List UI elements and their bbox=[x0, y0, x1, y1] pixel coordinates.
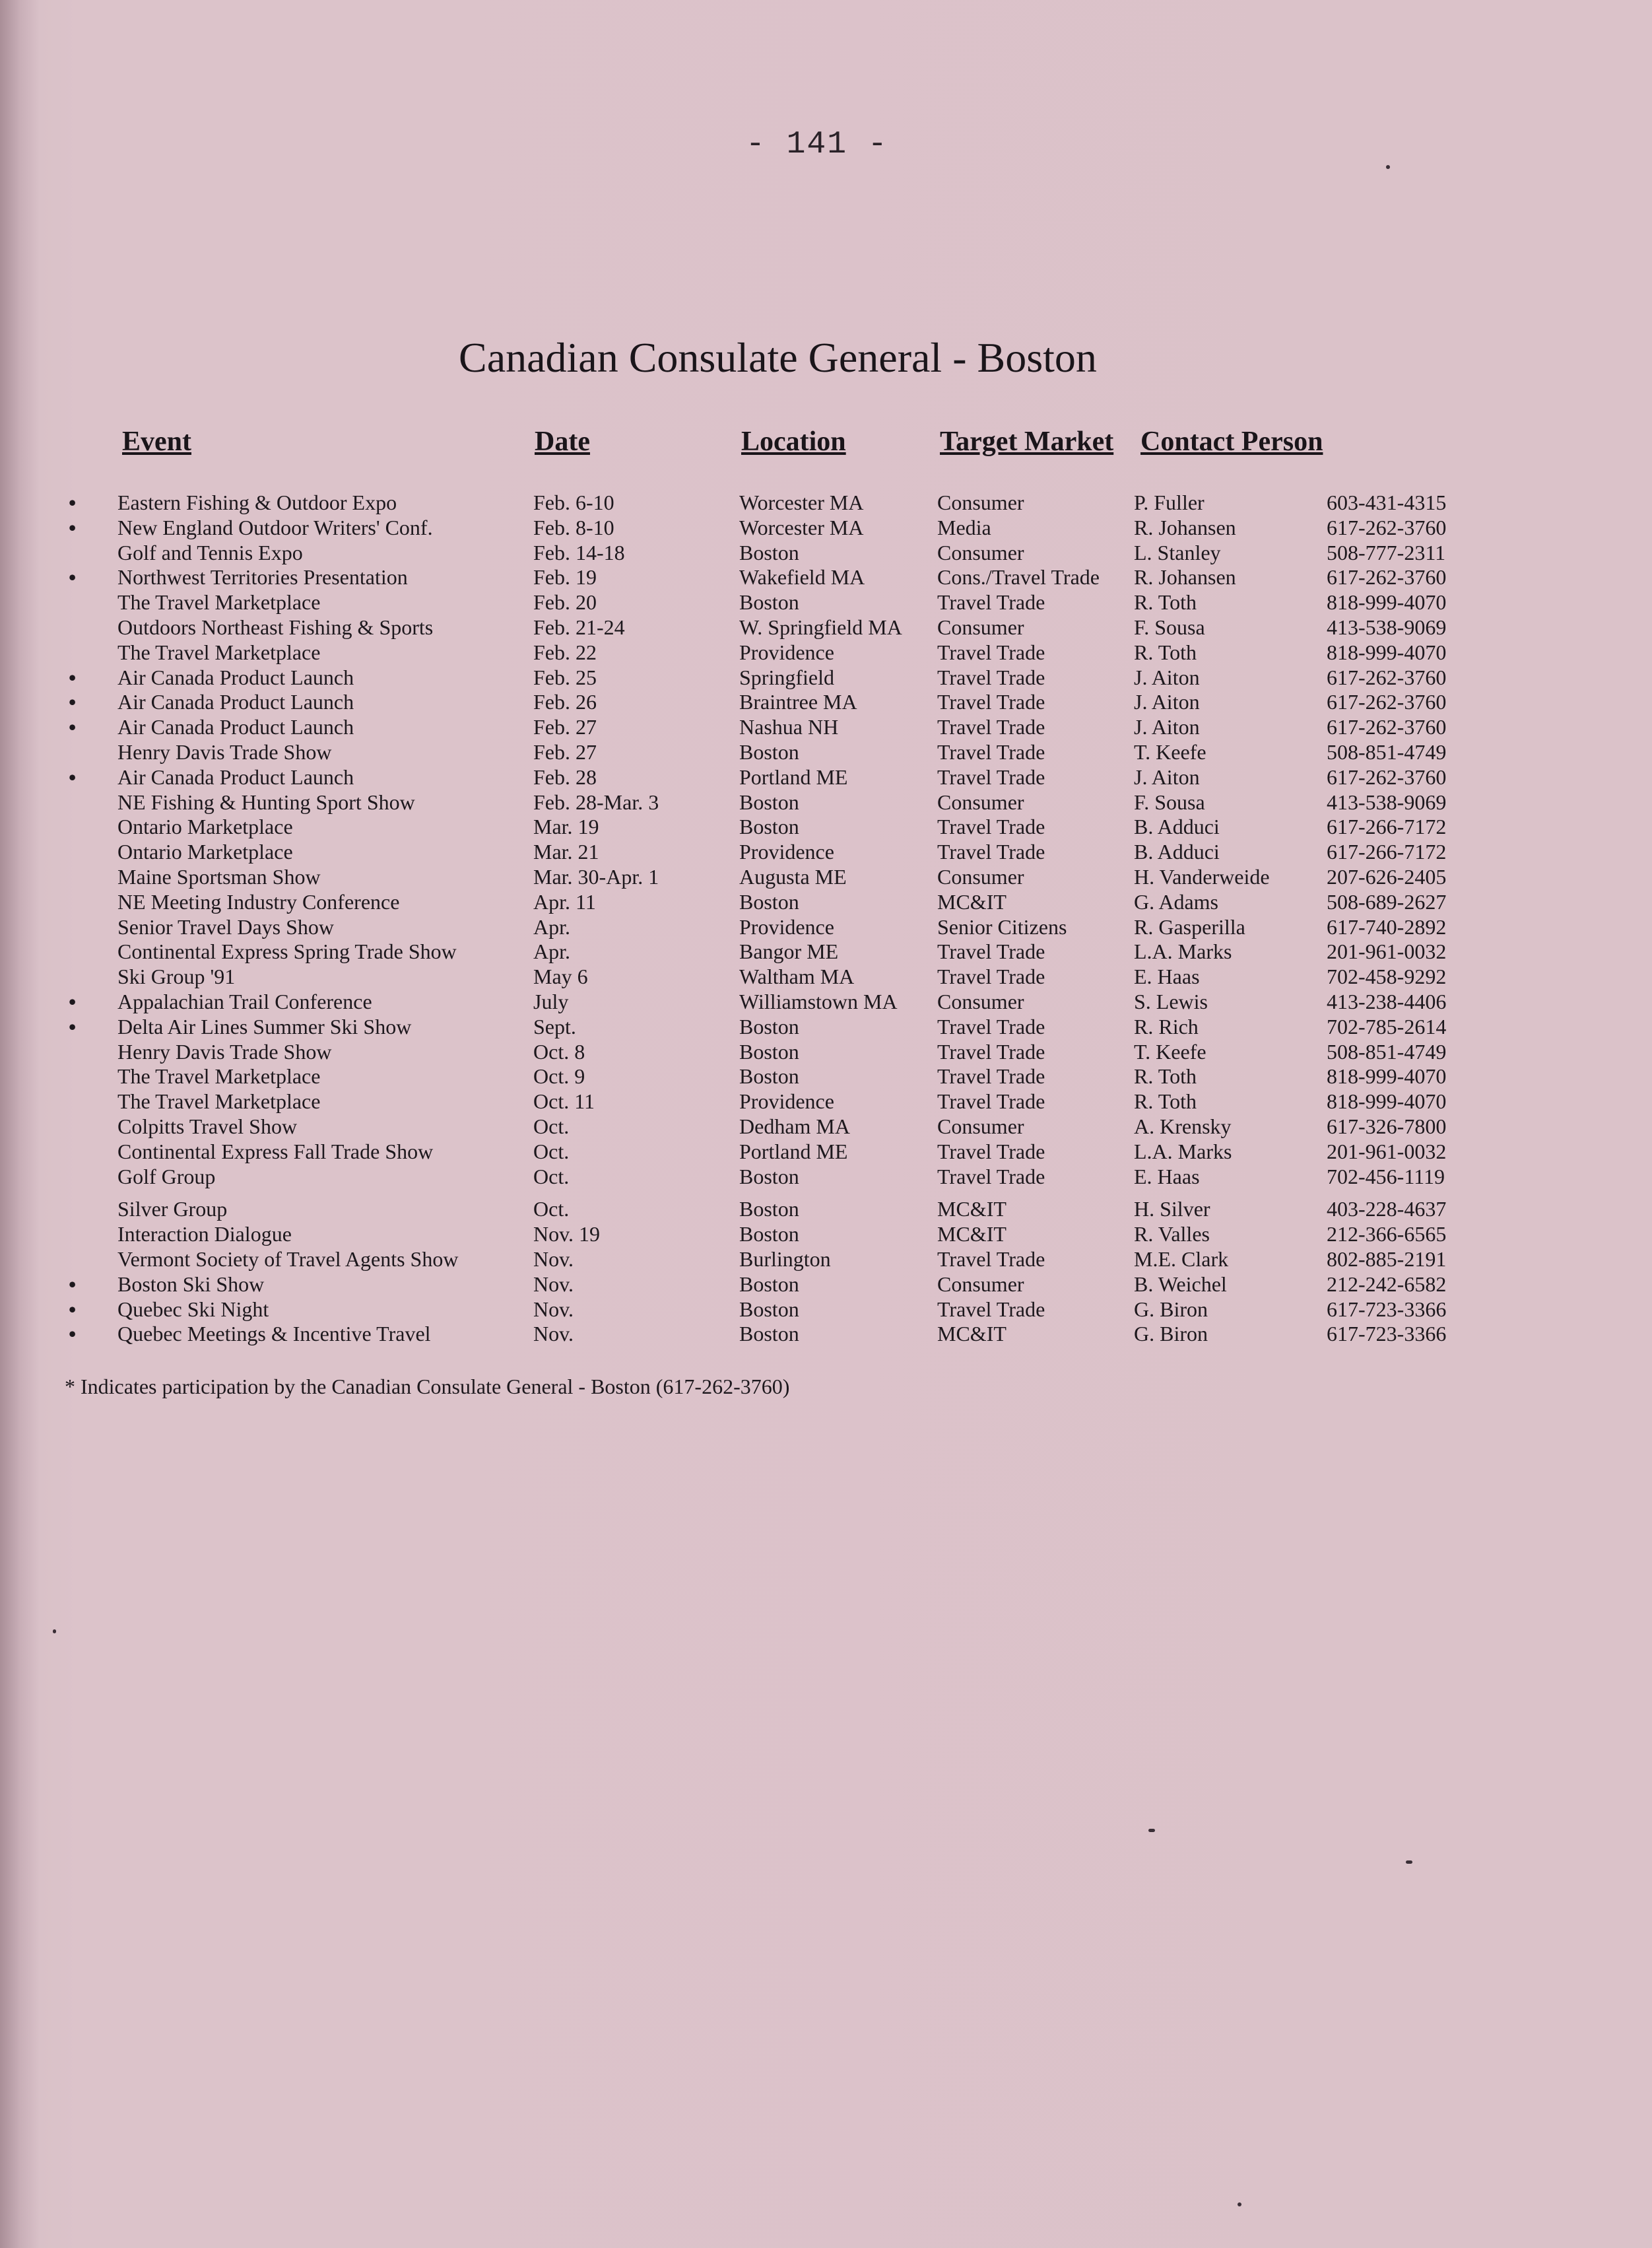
event-target-market: Travel Trade bbox=[937, 640, 1045, 664]
contact-person: L.A. Marks bbox=[1134, 1139, 1232, 1163]
contact-person: E. Haas bbox=[1134, 965, 1200, 989]
table-row bbox=[0, 1196, 1652, 1221]
scan-speck bbox=[1386, 165, 1390, 169]
contact-phone: 802-885-2191 bbox=[1327, 1247, 1447, 1271]
event-date: Nov. 19 bbox=[533, 1222, 601, 1246]
row-marker: • bbox=[69, 690, 77, 714]
table-row bbox=[0, 1039, 1652, 1064]
event-location: Boston bbox=[739, 1297, 799, 1321]
event-location: Boston bbox=[739, 790, 799, 814]
event-date: Feb. 21-24 bbox=[533, 615, 625, 639]
event-date: Oct. bbox=[533, 1164, 570, 1188]
row-marker: • bbox=[69, 665, 77, 689]
event-date: Feb. 27 bbox=[533, 740, 597, 764]
event-location: Williamstown MA bbox=[739, 990, 898, 1013]
table-row bbox=[0, 1014, 1652, 1039]
contact-phone: 617-266-7172 bbox=[1327, 815, 1447, 839]
event-target-market: Travel Trade bbox=[937, 965, 1045, 989]
event-target-market: Consumer bbox=[937, 790, 1024, 814]
table-row bbox=[0, 1246, 1652, 1272]
contact-phone: 617-262-3760 bbox=[1327, 665, 1447, 689]
contact-phone: 617-262-3760 bbox=[1327, 565, 1447, 590]
contact-person: J. Aiton bbox=[1134, 690, 1200, 714]
contact-phone: 617-266-7172 bbox=[1327, 840, 1447, 864]
event-location: Augusta ME bbox=[739, 865, 847, 889]
page-title: Canadian Consulate General - Boston bbox=[459, 334, 1097, 381]
contact-person: B. Weichel bbox=[1134, 1272, 1227, 1296]
event-name: NE Fishing & Hunting Sport Show bbox=[117, 790, 415, 814]
column-header-contact-person: Contact Person bbox=[1140, 426, 1323, 457]
event-date: May 6 bbox=[533, 965, 588, 989]
event-name: Air Canada Product Launch bbox=[117, 715, 354, 739]
contact-phone: 702-785-2614 bbox=[1327, 1014, 1447, 1039]
page-number: - 141 - bbox=[746, 127, 888, 162]
table-row bbox=[0, 1064, 1652, 1089]
event-location: Burlington bbox=[739, 1247, 831, 1271]
event-name: Vermont Society of Travel Agents Show bbox=[117, 1247, 459, 1271]
event-target-market: Travel Trade bbox=[937, 815, 1045, 839]
event-name: Air Canada Product Launch bbox=[117, 690, 354, 714]
event-name: Silver Group bbox=[117, 1197, 228, 1221]
event-name: Eastern Fishing & Outdoor Expo bbox=[117, 491, 397, 514]
event-target-market: Travel Trade bbox=[937, 690, 1045, 714]
event-location: Providence bbox=[739, 914, 834, 939]
event-location: Bangor ME bbox=[739, 939, 839, 964]
contact-person: R. Rich bbox=[1134, 1014, 1199, 1039]
event-name: Delta Air Lines Summer Ski Show bbox=[117, 1014, 412, 1039]
event-date: Apr. bbox=[533, 939, 570, 964]
event-name: Quebec Meetings & Incentive Travel bbox=[117, 1322, 431, 1346]
contact-phone: 508-689-2627 bbox=[1327, 889, 1447, 914]
table-row bbox=[0, 540, 1652, 565]
event-location: Boston bbox=[739, 740, 799, 764]
event-date: Oct. bbox=[533, 1139, 570, 1163]
event-target-market: Consumer bbox=[937, 865, 1024, 889]
event-target-market: Travel Trade bbox=[937, 840, 1045, 864]
row-marker: • bbox=[69, 491, 77, 514]
table-row bbox=[0, 864, 1652, 889]
contact-person: S. Lewis bbox=[1134, 990, 1208, 1013]
contact-person: B. Adduci bbox=[1134, 840, 1220, 864]
column-header-event: Event bbox=[122, 426, 191, 457]
event-date: Feb. 28 bbox=[533, 765, 597, 789]
row-marker: • bbox=[69, 1322, 77, 1346]
contact-phone: 508-851-4749 bbox=[1327, 1039, 1447, 1064]
event-name: Ontario Marketplace bbox=[117, 815, 293, 839]
event-target-market: Consumer bbox=[937, 1272, 1024, 1296]
event-date: Mar. 30-Apr. 1 bbox=[533, 865, 659, 889]
table-row bbox=[0, 714, 1652, 739]
event-date: Oct. bbox=[533, 1197, 570, 1221]
table-row bbox=[0, 1089, 1652, 1114]
contact-phone: 403-228-4637 bbox=[1327, 1197, 1447, 1221]
event-name: Northwest Territories Presentation bbox=[117, 565, 408, 590]
event-target-market: Travel Trade bbox=[937, 665, 1045, 689]
event-location: Springfield bbox=[739, 665, 834, 689]
row-marker: • bbox=[69, 1014, 77, 1039]
event-date: Feb. 8-10 bbox=[533, 515, 614, 539]
event-date: Sept. bbox=[533, 1014, 576, 1039]
table-row bbox=[0, 564, 1652, 590]
table-row bbox=[0, 490, 1652, 515]
event-location: Portland ME bbox=[739, 765, 848, 789]
event-location: Boston bbox=[739, 1322, 799, 1346]
table-row bbox=[0, 1114, 1652, 1139]
contact-person: L. Stanley bbox=[1134, 540, 1221, 564]
contact-phone: 201-961-0032 bbox=[1327, 1139, 1447, 1163]
event-location: Boston bbox=[739, 1272, 799, 1296]
contact-phone: 201-961-0032 bbox=[1327, 939, 1447, 964]
contact-phone: 413-538-9069 bbox=[1327, 615, 1447, 639]
event-location: Worcester MA bbox=[739, 491, 864, 514]
row-marker: • bbox=[69, 565, 77, 590]
event-location: Boston bbox=[739, 1222, 799, 1246]
event-name: Senior Travel Days Show bbox=[117, 914, 335, 939]
contact-phone: 818-999-4070 bbox=[1327, 640, 1447, 664]
event-target-market: Travel Trade bbox=[937, 1089, 1045, 1114]
event-name: Outdoors Northeast Fishing & Sports bbox=[117, 615, 434, 639]
event-date: Feb. 20 bbox=[533, 590, 597, 615]
event-target-market: MC&IT bbox=[937, 1322, 1007, 1346]
event-target-market: MC&IT bbox=[937, 889, 1007, 914]
contact-person: R. Valles bbox=[1134, 1222, 1210, 1246]
contact-phone: 617-262-3760 bbox=[1327, 715, 1447, 739]
event-name: Golf and Tennis Expo bbox=[117, 540, 303, 564]
event-target-market: Consumer bbox=[937, 615, 1024, 639]
event-date: Apr. bbox=[533, 914, 570, 939]
event-name: Continental Express Spring Trade Show bbox=[117, 939, 457, 964]
contact-phone: 212-242-6582 bbox=[1327, 1272, 1447, 1296]
event-name: Interaction Dialogue bbox=[117, 1222, 292, 1246]
contact-phone: 413-538-9069 bbox=[1327, 790, 1447, 814]
contact-person: J. Aiton bbox=[1134, 765, 1200, 789]
event-location: Nashua NH bbox=[739, 715, 839, 739]
contact-person: R. Toth bbox=[1134, 640, 1197, 664]
event-name: Henry Davis Trade Show bbox=[117, 740, 332, 764]
table-row bbox=[0, 839, 1652, 864]
event-name: Appalachian Trail Conference bbox=[117, 990, 372, 1013]
event-date: Feb. 27 bbox=[533, 715, 597, 739]
event-target-market: MC&IT bbox=[937, 1222, 1007, 1246]
event-name: Boston Ski Show bbox=[117, 1272, 265, 1296]
event-location: Boston bbox=[739, 590, 799, 615]
event-target-market: Travel Trade bbox=[937, 1039, 1045, 1064]
table-row bbox=[0, 640, 1652, 665]
contact-person: F. Sousa bbox=[1134, 790, 1205, 814]
event-target-market: MC&IT bbox=[937, 1197, 1007, 1221]
event-date: Feb. 6-10 bbox=[533, 491, 614, 514]
event-date: Nov. bbox=[533, 1297, 574, 1321]
contact-phone: 617-723-3366 bbox=[1327, 1322, 1447, 1346]
scan-speck bbox=[53, 1629, 56, 1633]
event-location: Boston bbox=[739, 1197, 799, 1221]
contact-phone: 617-326-7800 bbox=[1327, 1114, 1447, 1138]
event-target-market: Travel Trade bbox=[937, 1164, 1045, 1188]
contact-person: G. Biron bbox=[1134, 1297, 1208, 1321]
column-header-location: Location bbox=[741, 426, 846, 457]
contact-person: R. Gasperilla bbox=[1134, 914, 1245, 939]
event-date: Oct. bbox=[533, 1114, 570, 1138]
row-marker: • bbox=[69, 715, 77, 739]
event-name: Golf Group bbox=[117, 1164, 216, 1188]
event-location: Dedham MA bbox=[739, 1114, 850, 1138]
event-name: The Travel Marketplace bbox=[117, 1064, 321, 1089]
event-name: The Travel Marketplace bbox=[117, 590, 321, 615]
row-marker: • bbox=[69, 990, 77, 1013]
event-target-market: Travel Trade bbox=[937, 1139, 1045, 1163]
contact-phone: 207-626-2405 bbox=[1327, 865, 1447, 889]
event-location: W. Springfield MA bbox=[739, 615, 902, 639]
contact-phone: 508-851-4749 bbox=[1327, 740, 1447, 764]
contact-person: J. Aiton bbox=[1134, 715, 1200, 739]
contact-person: J. Aiton bbox=[1134, 665, 1200, 689]
contact-phone: 702-458-9292 bbox=[1327, 965, 1447, 989]
table-row bbox=[0, 1164, 1652, 1189]
event-name: The Travel Marketplace bbox=[117, 640, 321, 664]
scan-speck bbox=[1238, 2202, 1241, 2206]
table-row bbox=[0, 1272, 1652, 1297]
table-row bbox=[0, 914, 1652, 939]
table-row bbox=[0, 989, 1652, 1014]
event-target-market: Senior Citizens bbox=[937, 914, 1067, 939]
event-location: Boston bbox=[739, 889, 799, 914]
event-target-market: Media bbox=[937, 515, 991, 539]
event-location: Boston bbox=[739, 815, 799, 839]
event-date: Apr. 11 bbox=[533, 889, 596, 914]
event-location: Providence bbox=[739, 1089, 834, 1114]
table-row bbox=[0, 689, 1652, 714]
event-name: Henry Davis Trade Show bbox=[117, 1039, 332, 1064]
event-location: Wakefield MA bbox=[739, 565, 865, 590]
contact-person: T. Keefe bbox=[1134, 1039, 1206, 1064]
contact-phone: 818-999-4070 bbox=[1327, 1089, 1447, 1114]
event-location: Portland ME bbox=[739, 1139, 848, 1163]
column-header-date: Date bbox=[535, 426, 590, 457]
event-date: Mar. 21 bbox=[533, 840, 599, 864]
contact-phone: 212-366-6565 bbox=[1327, 1222, 1447, 1246]
event-location: Boston bbox=[739, 1064, 799, 1089]
event-date: Nov. bbox=[533, 1272, 574, 1296]
event-target-market: Travel Trade bbox=[937, 590, 1045, 615]
event-target-market: Cons./Travel Trade bbox=[937, 565, 1100, 590]
contact-phone: 617-740-2892 bbox=[1327, 914, 1447, 939]
event-target-market: Consumer bbox=[937, 1114, 1024, 1138]
contact-person: R. Johansen bbox=[1134, 515, 1236, 539]
contact-person: R. Toth bbox=[1134, 1064, 1197, 1089]
row-marker: • bbox=[69, 765, 77, 789]
table-row bbox=[0, 889, 1652, 914]
event-target-market: Travel Trade bbox=[937, 740, 1045, 764]
event-target-market: Travel Trade bbox=[937, 1247, 1045, 1271]
event-date: Nov. bbox=[533, 1247, 574, 1271]
event-name: Quebec Ski Night bbox=[117, 1297, 269, 1321]
table-row bbox=[0, 515, 1652, 540]
event-date: Feb. 14-18 bbox=[533, 540, 625, 564]
contact-phone: 818-999-4070 bbox=[1327, 590, 1447, 615]
event-target-market: Travel Trade bbox=[937, 939, 1045, 964]
table-row bbox=[0, 939, 1652, 964]
table-row bbox=[0, 665, 1652, 690]
event-target-market: Travel Trade bbox=[937, 1064, 1045, 1089]
event-target-market: Travel Trade bbox=[937, 715, 1045, 739]
contact-person: H. Silver bbox=[1134, 1197, 1210, 1221]
contact-person: R. Toth bbox=[1134, 590, 1197, 615]
contact-phone: 413-238-4406 bbox=[1327, 990, 1447, 1013]
table-row bbox=[0, 964, 1652, 989]
event-date: Feb. 26 bbox=[533, 690, 597, 714]
contact-person: F. Sousa bbox=[1134, 615, 1205, 639]
scan-speck bbox=[1406, 1860, 1412, 1864]
event-target-market: Consumer bbox=[937, 540, 1024, 564]
event-name: The Travel Marketplace bbox=[117, 1089, 321, 1114]
scan-speck bbox=[1148, 1829, 1155, 1832]
event-location: Braintree MA bbox=[739, 690, 857, 714]
event-date: July bbox=[533, 990, 569, 1013]
contact-person: H. Vanderweide bbox=[1134, 865, 1270, 889]
contact-phone: 617-262-3760 bbox=[1327, 515, 1447, 539]
event-location: Boston bbox=[739, 1164, 799, 1188]
contact-person: E. Haas bbox=[1134, 1164, 1200, 1188]
event-name: Ski Group '91 bbox=[117, 965, 236, 989]
event-target-market: Travel Trade bbox=[937, 1297, 1045, 1321]
event-date: Feb. 19 bbox=[533, 565, 597, 590]
contact-person: G. Biron bbox=[1134, 1322, 1208, 1346]
event-target-market: Consumer bbox=[937, 990, 1024, 1013]
table-row bbox=[0, 765, 1652, 790]
table-row bbox=[0, 814, 1652, 839]
table-row bbox=[0, 739, 1652, 765]
contact-person: M.E. Clark bbox=[1134, 1247, 1229, 1271]
event-location: Providence bbox=[739, 840, 834, 864]
column-header-target-market: Target Market bbox=[940, 426, 1114, 457]
row-marker: • bbox=[69, 1272, 77, 1296]
contact-phone: 617-723-3366 bbox=[1327, 1297, 1447, 1321]
event-name: Air Canada Product Launch bbox=[117, 765, 354, 789]
row-marker: • bbox=[69, 1297, 77, 1321]
contact-person: B. Adduci bbox=[1134, 815, 1220, 839]
contact-phone: 603-431-4315 bbox=[1327, 491, 1447, 514]
contact-person: T. Keefe bbox=[1134, 740, 1206, 764]
contact-person: R. Johansen bbox=[1134, 565, 1236, 590]
event-location: Waltham MA bbox=[739, 965, 855, 989]
event-date: Oct. 8 bbox=[533, 1039, 585, 1064]
footnote: * Indicates participation by the Canadian Consulate General - Boston (617-262-3760) bbox=[65, 1375, 790, 1398]
event-date: Oct. 11 bbox=[533, 1089, 595, 1114]
table-row bbox=[0, 1139, 1652, 1164]
event-location: Worcester MA bbox=[739, 515, 864, 539]
table-row bbox=[0, 590, 1652, 615]
event-target-market: Travel Trade bbox=[937, 765, 1045, 789]
event-date: Nov. bbox=[533, 1322, 574, 1346]
event-name: New England Outdoor Writers' Conf. bbox=[117, 515, 433, 539]
event-name: Maine Sportsman Show bbox=[117, 865, 321, 889]
contact-person: P. Fuller bbox=[1134, 491, 1205, 514]
event-date: Mar. 19 bbox=[533, 815, 599, 839]
event-location: Providence bbox=[739, 640, 834, 664]
contact-person: R. Toth bbox=[1134, 1089, 1197, 1114]
event-date: Feb. 22 bbox=[533, 640, 597, 664]
event-date: Feb. 25 bbox=[533, 665, 597, 689]
event-name: Ontario Marketplace bbox=[117, 840, 293, 864]
event-target-market: Travel Trade bbox=[937, 1014, 1045, 1039]
contact-phone: 508-777-2311 bbox=[1327, 540, 1446, 564]
contact-person: A. Krensky bbox=[1134, 1114, 1232, 1138]
table-row bbox=[0, 615, 1652, 640]
event-date: Oct. 9 bbox=[533, 1064, 585, 1089]
contact-phone: 617-262-3760 bbox=[1327, 765, 1447, 789]
event-name: Continental Express Fall Trade Show bbox=[117, 1139, 434, 1163]
event-target-market: Consumer bbox=[937, 491, 1024, 514]
row-marker: • bbox=[69, 515, 77, 539]
contact-phone: 818-999-4070 bbox=[1327, 1064, 1447, 1089]
event-name: Air Canada Product Launch bbox=[117, 665, 354, 689]
contact-phone: 617-262-3760 bbox=[1327, 690, 1447, 714]
event-date: Feb. 28-Mar. 3 bbox=[533, 790, 659, 814]
contact-person: L.A. Marks bbox=[1134, 939, 1232, 964]
event-name: Colpitts Travel Show bbox=[117, 1114, 298, 1138]
table-row bbox=[0, 1321, 1652, 1346]
contact-phone: 702-456-1119 bbox=[1327, 1164, 1445, 1188]
contact-person: G. Adams bbox=[1134, 889, 1218, 914]
table-row bbox=[0, 790, 1652, 815]
event-location: Boston bbox=[739, 1014, 799, 1039]
event-location: Boston bbox=[739, 1039, 799, 1064]
table-row bbox=[0, 1221, 1652, 1246]
event-name: NE Meeting Industry Conference bbox=[117, 889, 400, 914]
event-location: Boston bbox=[739, 540, 799, 564]
table-row bbox=[0, 1297, 1652, 1322]
